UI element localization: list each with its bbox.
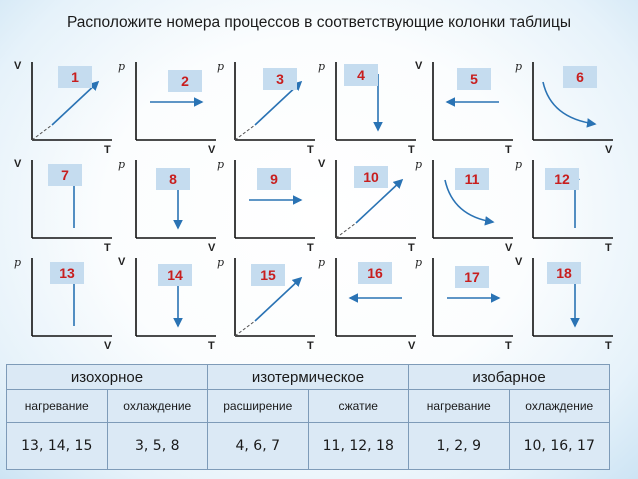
process-number-badge: 14 (158, 264, 192, 286)
x-axis-label: V (208, 144, 216, 156)
y-axis-label: p (118, 158, 126, 171)
process-number-badge: 10 (354, 166, 388, 188)
y-axis-label: V (14, 60, 22, 72)
y-axis-label: p (118, 60, 126, 73)
y-axis-label: p (515, 60, 523, 73)
process-number-badge: 7 (48, 164, 82, 186)
subheader-cell: охлаждение (107, 390, 208, 423)
process-number-badge: 2 (168, 70, 202, 92)
process-number-badge: 15 (251, 264, 285, 286)
group-isochoric: изохорное (7, 365, 208, 390)
subheader-cell: нагревание (409, 390, 510, 423)
answer-cell: 10, 16, 17 (509, 423, 610, 470)
process-number-badge: 3 (263, 68, 297, 90)
process-number-badge: 18 (547, 262, 581, 284)
page-title: Расположите номера процессов в соответствующие колонки таблицы (66, 14, 572, 31)
x-axis-label: T (408, 144, 415, 156)
process-number-badge: 1 (58, 66, 92, 88)
x-axis-label: V (505, 242, 513, 254)
y-axis-label: p (217, 158, 225, 171)
answer-table (6, 364, 610, 470)
extrapolation-line (336, 223, 356, 238)
x-axis-label: T (605, 242, 612, 254)
y-axis-label: p (415, 256, 423, 269)
x-axis-label: V (408, 340, 416, 352)
answer-cell: 3, 5, 8 (107, 423, 208, 470)
process-number-badge: 4 (344, 64, 378, 86)
x-axis-label: T (605, 340, 612, 352)
process-number-badge: 17 (455, 266, 489, 288)
answer-cell: 13, 14, 15 (7, 423, 108, 470)
x-axis-label: T (505, 340, 512, 352)
y-axis-label: p (318, 60, 326, 73)
extrapolation-line (235, 321, 255, 336)
y-axis-label: V (318, 158, 326, 170)
process-number-badge: 5 (457, 68, 491, 90)
subheader-cell: охлаждение (509, 390, 610, 423)
x-axis-label: V (605, 144, 613, 156)
y-axis-label: p (318, 256, 326, 269)
y-axis-label: V (515, 256, 523, 268)
x-axis-label: T (505, 144, 512, 156)
process-number-badge: 9 (257, 168, 291, 190)
group-isothermal: изотермическое (208, 365, 409, 390)
process-number-badge: 11 (455, 168, 489, 190)
y-axis-label: p (515, 158, 523, 171)
y-axis-label: V (118, 256, 126, 268)
extrapolation-line (32, 125, 52, 140)
y-axis-label: p (14, 256, 22, 269)
y-axis-label: V (415, 60, 423, 72)
extrapolation-line (235, 125, 255, 140)
y-axis-label: p (217, 256, 225, 269)
process-number-badge: 8 (156, 168, 190, 190)
answer-cell: 1, 2, 9 (409, 423, 510, 470)
x-axis-label: T (307, 242, 314, 254)
y-axis-label: p (415, 158, 423, 171)
x-axis-label: T (208, 340, 215, 352)
answer-cell: 11, 12, 18 (308, 423, 409, 470)
y-axis-label: V (14, 158, 22, 170)
subheader-cell: сжатие (308, 390, 409, 423)
x-axis-label: T (104, 144, 111, 156)
x-axis-label: T (307, 144, 314, 156)
x-axis-label: V (208, 242, 216, 254)
x-axis-label: T (104, 242, 111, 254)
subheader-cell: нагревание (7, 390, 108, 423)
answer-cell: 4, 6, 7 (208, 423, 309, 470)
x-axis-label: T (408, 242, 415, 254)
process-number-badge: 16 (358, 262, 392, 284)
process-line (52, 82, 98, 125)
y-axis-label: p (217, 60, 225, 73)
subheader-cell: расширение (208, 390, 309, 423)
x-axis-label: T (307, 340, 314, 352)
process-number-badge: 13 (50, 262, 84, 284)
process-number-badge: 6 (563, 66, 597, 88)
group-isobaric: изобарное (409, 365, 610, 390)
x-axis-label: V (104, 340, 112, 352)
process-number-badge: 12 (545, 168, 579, 190)
process-curve (543, 82, 595, 124)
